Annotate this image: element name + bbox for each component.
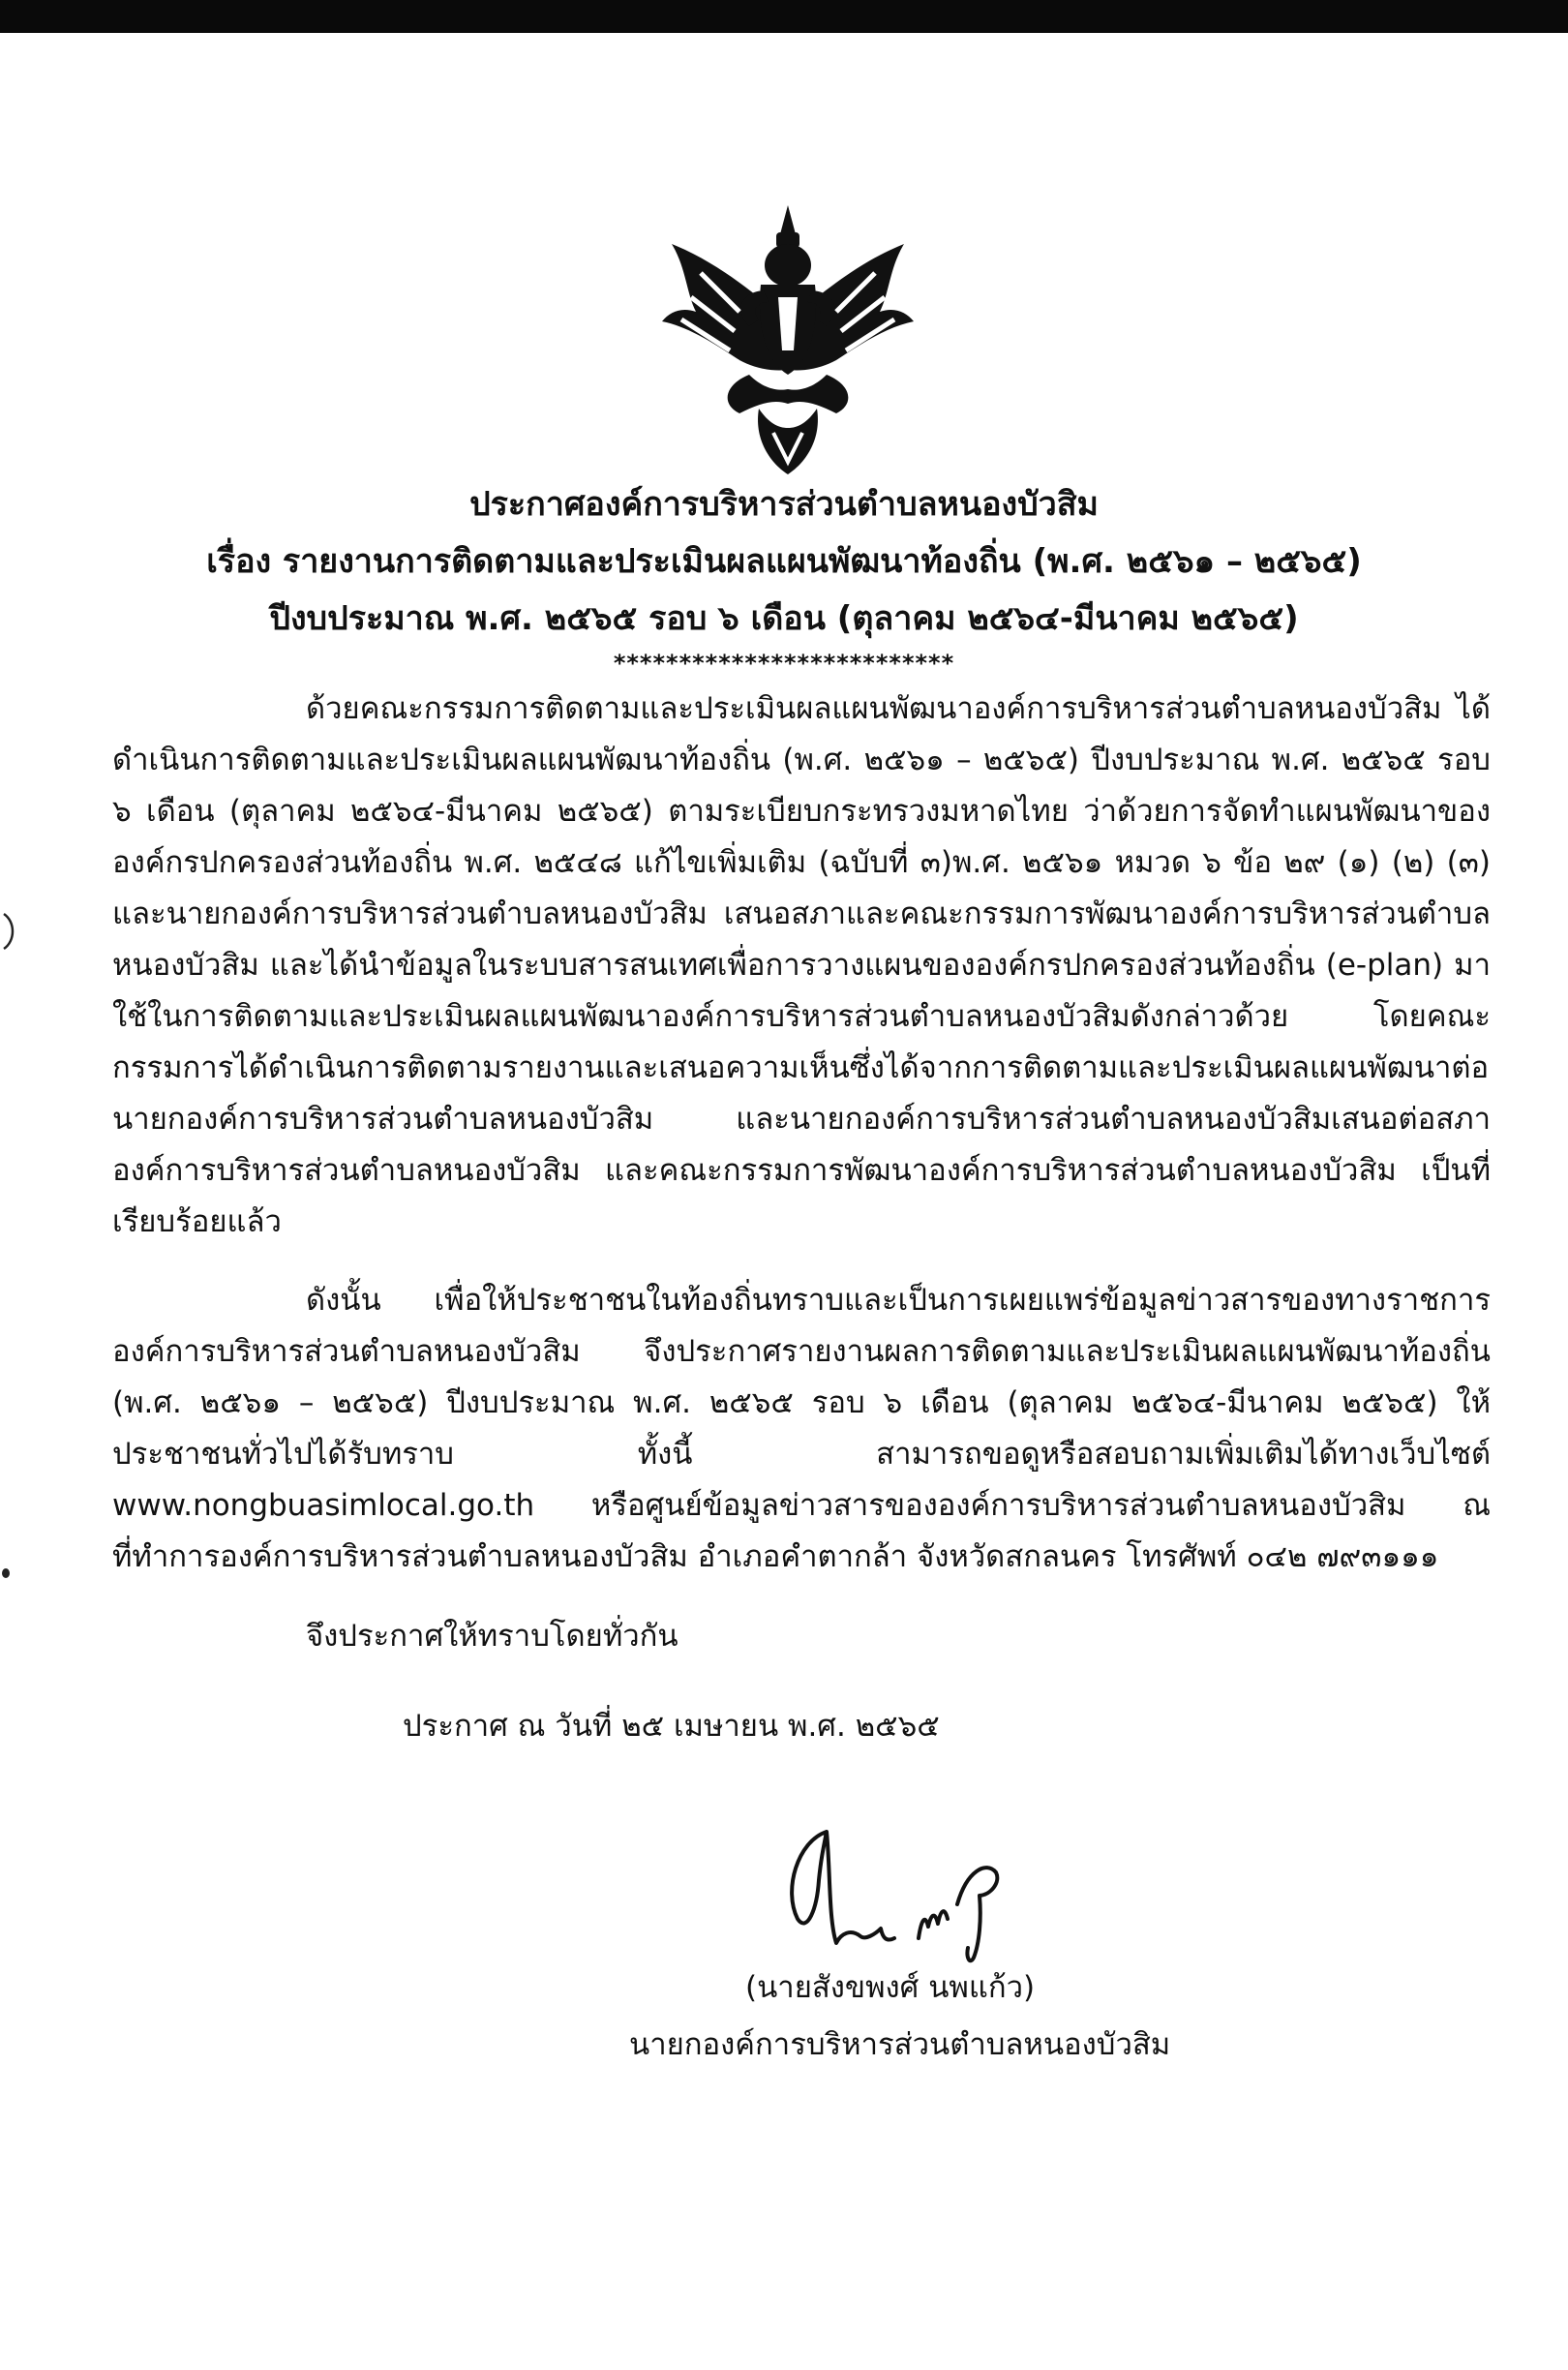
- body-paragraph-2: ดังนั้น เพื่อให้ประชาชนในท้องถิ่นทราบและเป็นการเผยแพร่ข้อมูลข่าวสารของทางราชการองค์การบริหารส่วนตำบลหนองบัวสิม จึงประกาศรายงานผลการติดตามและประเมินผลแผนพัฒนาท้องถิ่น (พ.ศ. ๒๕๖๑ – ๒๕๖๕) ปีงบประมาณ พ.ศ. ๒๕๖๕ รอบ ๖ เดือน (ตุลาคม ๒๕๖๔-มีนาคม ๒๕๖๕) ให้ประชาชนทั่วไปได้รับทราบ ทั้งนี้ สามารถขอดูหรือสอบถามเพิ่มเติมได้ทางเว็บไซต์ www.nongbuasimlocal.go.th หรือศูนย์ข้อมูลข่าวสารขององค์การบริหารส่วนตำบลหนองบัวสิม ณ ที่ทำการองค์การบริหารส่วนตำบลหนองบัวสิม อำเภอคำตากล้า จังหวัดสกลนคร โทรศัพท์ ๐๔๒ ๗๙๓๑๑๑: [112, 1283, 1491, 1574]
- signer-title: นายกองค์การบริหารส่วนตำบลหนองบัวสิม: [629, 2027, 1171, 2062]
- garuda-emblem-icon: [643, 205, 933, 476]
- announcement-org-title: ประกาศองค์การบริหารส่วนตำบลหนองบัวสิม: [469, 485, 1099, 524]
- announcement-date: ประกาศ ณ วันที่ ๒๕ เมษายน พ.ศ. ๒๕๖๕: [403, 1709, 940, 1744]
- body-paragraph-1: ด้วยคณะกรรมการติดตามและประเมินผลแผนพัฒนาองค์การบริหารส่วนตำบลหนองบัวสิม ได้ดำเนินการติดตามและประเมินผลแผนพัฒนาท้องถิ่น (พ.ศ. ๒๕๖๑ – ๒๕๖๕) ปีงบประมาณ พ.ศ. ๒๕๖๕ รอบ ๖ เดือน (ตุลาคม ๒๕๖๔-มีนาคม ๒๕๖๕) ตามระเบียบกระทรวงมหาดไทย ว่าด้วยการจัดทำแผนพัฒนาขององค์กรปกครองส่วนท้องถิ่น พ.ศ. ๒๕๔๘ แก้ไขเพิ่มเติม (ฉบับที่ ๓)พ.ศ. ๒๕๖๑ หมวด ๖ ข้อ ๒๙ (๑) (๒) (๓) และนายกองค์การบริหารส่วนตำบลหนองบัวสิม เสนอสภาและคณะกรรมการพัฒนาองค์การบริหารส่วนตำบลหนองบัวสิม และได้นำข้อมูลในระบบสารสนเทศเพื่อการวางแผนขององค์กรปกครองส่วนท้องถิ่น (e-plan) มาใช้ในการติดตามและประเมินผลแผนพัฒนาองค์การบริหารส่วนตำบลหนองบัวสิมดังกล่าวด้วย โดยคณะกรรมการได้ดำเนินการติดตามรายงานและเสนอความเห็นซึ่งได้จากการติดตามและประเมินผลแผนพัฒนาต่อนายกองค์การบริหารส่วนตำบลหนองบัวสิม และนายกองค์การบริหารส่วนตำบลหนองบัวสิมเสนอต่อสภาองค์การบริหารส่วนตำบลหนองบัวสิม และคณะกรรมการพัฒนาองค์การบริหารส่วนตำบลหนองบัวสิม เป็นที่เรียบร้อยแล้ว: [112, 691, 1491, 1239]
- closing-announcement-line: จึงประกาศให้ทราบโดยทั่วกัน: [306, 1619, 678, 1654]
- scan-edge-mark: [2, 912, 19, 951]
- announcement-subject: เรื่อง รายงานการติดตามและประเมินผลแผนพัฒนาท้องถิ่น (พ.ศ. ๒๕๖๑ – ๒๕๖๕): [206, 542, 1362, 581]
- scan-edge-dot: [2, 1568, 10, 1578]
- signer-name: (นายสังขพงศ์ นพแก้ว): [745, 1970, 1036, 2005]
- announcement-fiscal-period: ปีงบประมาณ พ.ศ. ๒๕๖๕ รอบ ๖ เดือน (ตุลาคม ๒๕๖๔-มีนาคม ๒๕๖๕): [269, 599, 1299, 638]
- heading-separator: **************************: [613, 650, 955, 677]
- handwritten-signature-icon: [759, 1812, 1020, 1967]
- scan-top-border: [0, 0, 1568, 33]
